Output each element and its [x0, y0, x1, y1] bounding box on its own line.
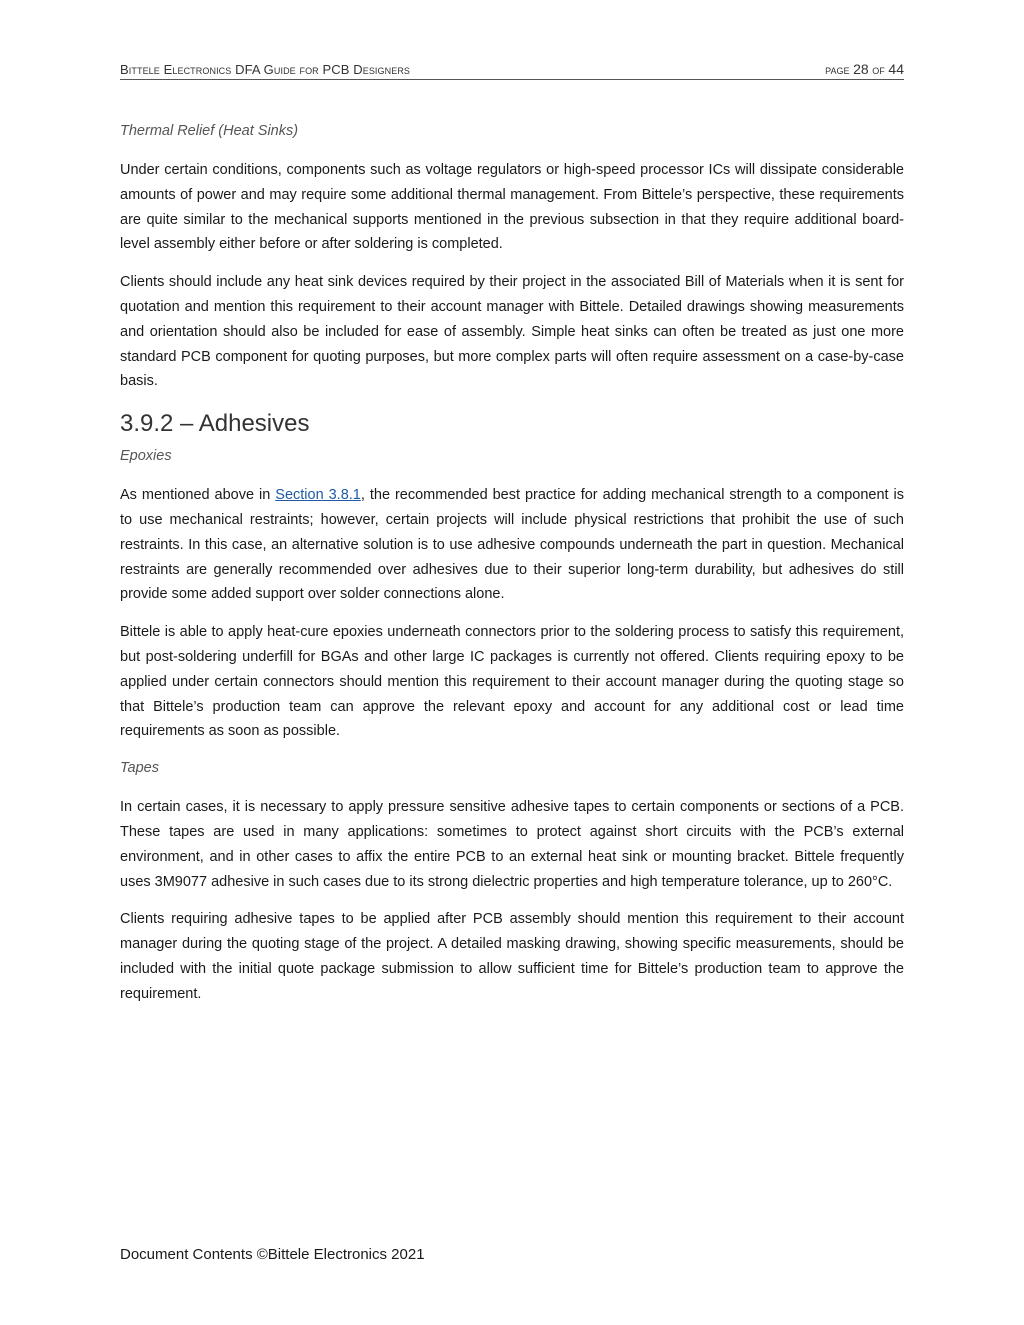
section-3-8-1-link[interactable]: Section 3.8.1: [275, 487, 361, 504]
epoxies-text-before-link: As mentioned above in: [120, 487, 276, 504]
thermal-paragraph-1: Under certain conditions, components such as voltage regulators or high-speed processor ICs will dissipate considerable amounts of power and may require some additional thermal management. From Bittele’s perspective, these requirements are quite similar to the mechanical supports mentioned in the previous subsection in that they require additional board-level assembly either before or after soldering is completed.: [120, 162, 904, 253]
tapes-subheading: Tapes: [120, 760, 159, 777]
document-page: [120, 0, 904, 1325]
page-footer: Document Contents ©Bittele Electronics 2021: [120, 1246, 425, 1263]
page-total: 44: [888, 61, 904, 77]
thermal-paragraph-2: Clients should include any heat sink devices required by their project in the associated Bill of Materials when it is sent for quotation and mention this requirement to their account manager with Bittele. Detailed drawings showing measurements and orientation should also be included for ease of assembly. Simple heat sinks can often be treated as just one more standard PCB component for quoting purposes, but more complex parts will often require assessment on a case-by-case basis.: [120, 274, 904, 390]
page-indicator: [825, 60, 904, 79]
thermal-relief-subheading: Thermal Relief (Heat Sinks): [120, 123, 299, 139]
epoxies-paragraph-2: Bittele is able to apply heat-cure epoxies underneath connectors prior to the soldering process to satisfy this requirement, but post-soldering underfill for BGAs and other large IC packages is currently not offered. Clients requiring epoxy to be applied under certain connectors should mention this requirement to their account manager during the quoting stage so that Bittele’s production team can approve the relevant epoxy and account for any additional cost or lead time requirements as soon as possible.: [120, 624, 904, 740]
epoxies-text-after-link: , the recommended best practice for adding mechanical strength to a component is to use mechanical restraints; however, certain projects will include physical restrictions that prohibit the use of such restraints. In this case, an alternative solution is to use adhesive compounds underneath the part in question. Mechanical restraints are generally recommended over adhesives due to their superior long-term durability, but adhesives do still provide some added support over solder connections alone.: [120, 487, 904, 603]
page-header: [120, 60, 904, 80]
tapes-paragraph-1: In certain cases, it is necessary to apply pressure sensitive adhesive tapes to certain components or sections of a PCB. These tapes are used in many applications: sometimes to protect against short circuits with the PCB’s external environment, and in other cases to affix the entire PCB to an external heat sink or mounting bracket. Bittele frequently uses 3M9077 adhesive in such cases due to its strong dielectric properties and high temperature tolerance, up to 260°C.: [120, 799, 904, 890]
document-title: Bittele Electronics DFA Guide for PCB Designers: [120, 62, 411, 77]
epoxies-subheading: Epoxies: [120, 448, 172, 465]
page-number: 28: [853, 61, 869, 77]
page-of: of: [872, 62, 885, 77]
page-content: [120, 120, 904, 1020]
epoxies-paragraph-1: [120, 483, 904, 607]
tapes-paragraph-2: Clients requiring adhesive tapes to be applied after PCB assembly should mention this requirement to their account manager during the quoting stage of the project. A detailed masking drawing, showing specific measurements, should be included with the initial quote package submission to allow sufficient time for Bittele’s production team to approve the requirement.: [120, 911, 904, 1002]
page-prefix: page: [825, 62, 850, 77]
section-heading-adhesives: 3.9.2 – Adhesives: [120, 410, 310, 438]
